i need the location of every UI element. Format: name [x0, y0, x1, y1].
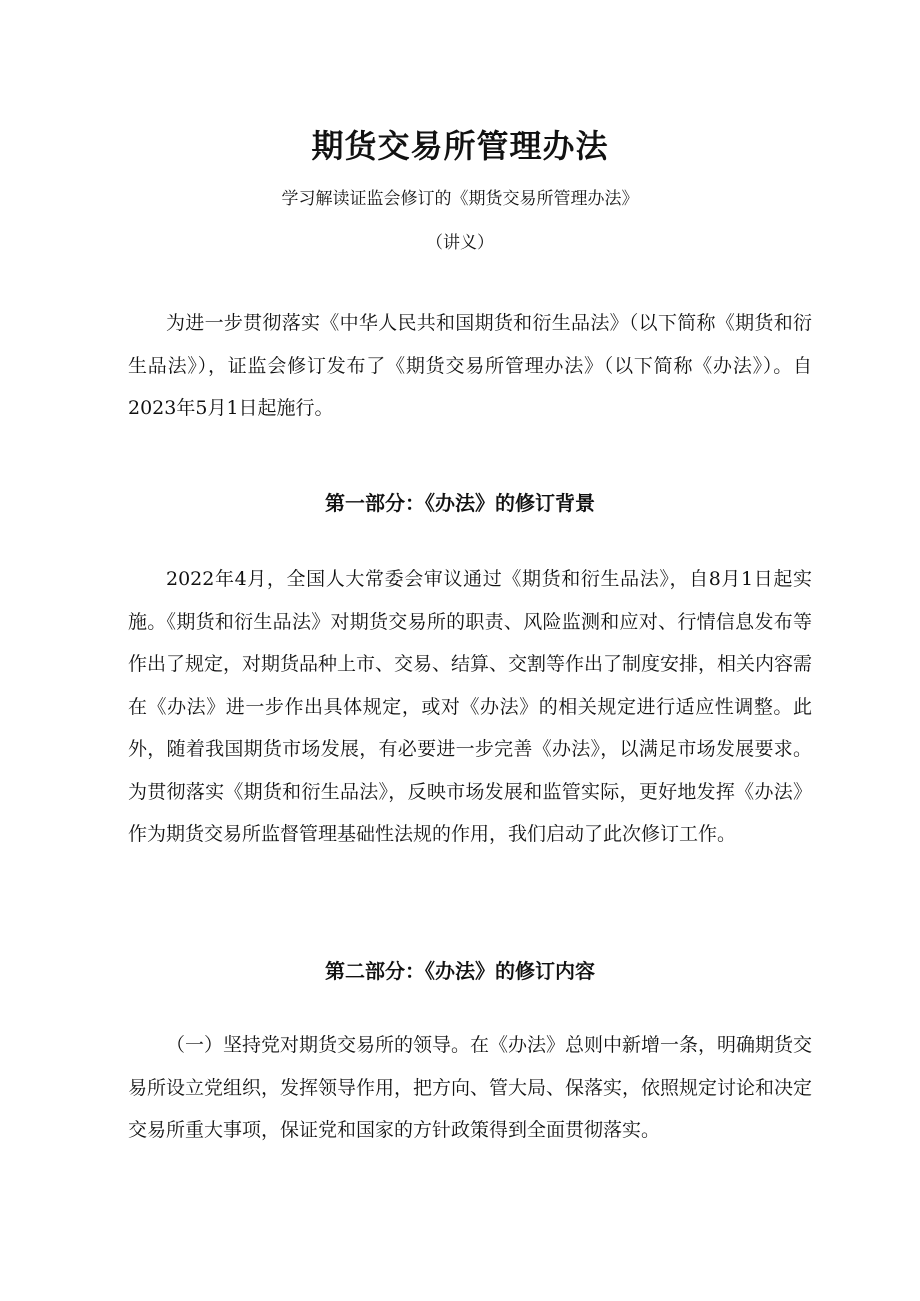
section-heading-content: 第二部分：《办法》的修订内容 [325, 959, 595, 983]
section-heading-background: 第一部分：《办法》的修订背景 [325, 491, 595, 515]
section-paragraph-background: 2022年4月，全国人大常委会审议通过《期货和衍生品法》，自8月1日起实施。《期货和衍生品法》对期货交易所的职责、风险监测和应对、行情信息发布等作出了规定，对期货品种上市、交易、结算、交割等作出了制度安排，相关内容需在《办法》进一步作出具体规定，或对《办法》的相关规定进行适应性调整。此外，随着我国期货市场发展，有必要进一步完善《办法》，以满足市场发展要求。为贯彻落实《期货和衍生品法》，反映市场发展和监管实际，更好地发挥《办法》作为期货交易所监督管理基础性法规的作用，我们启动了此次修订工作。 [128, 568, 813, 845]
document-subtitle: 学习解读证监会修订的《期货交易所管理办法》 [281, 189, 639, 209]
section-paragraph-content: （一）坚持党对期货交易所的领导。在《办法》总则中新增一条，明确期货交易所设立党组织，发挥领导作用，把方向、管大局、保落实，依照规定讨论和决定交易所重大事项，保证党和国家的方针政策得到全面贯彻落实。 [128, 1034, 813, 1141]
intro-paragraph: 为进一步贯彻落实《中华人民共和国期货和衍生品法》（以下简称《期货和衍生品法》），证监会修订发布了《期货交易所管理办法》（以下简称《办法》）。自2023年5月1日起施行。 [128, 312, 812, 419]
document-note: （讲义） [426, 233, 494, 253]
document-title: 期货交易所管理办法 [311, 127, 609, 165]
